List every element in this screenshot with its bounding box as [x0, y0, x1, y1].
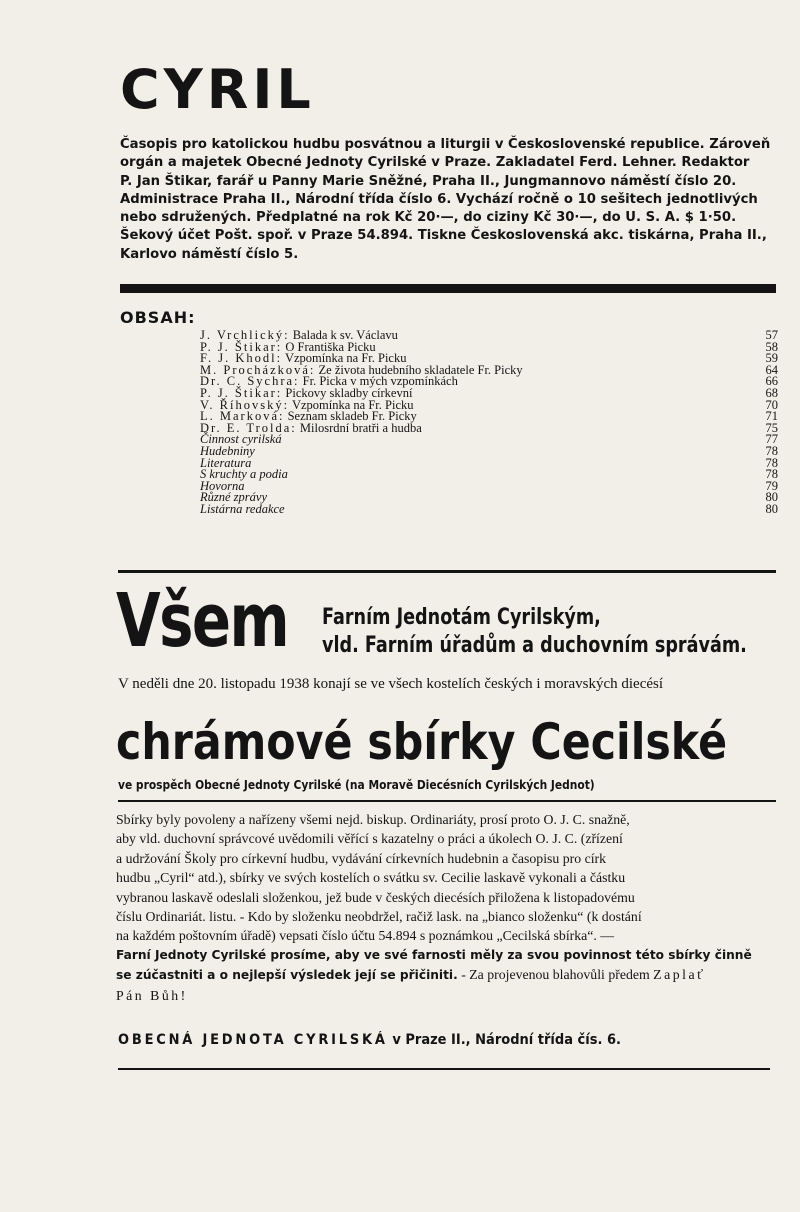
toc-title: Různé zprávy — [200, 490, 267, 505]
notice-addressees — [322, 604, 747, 660]
section-divider — [118, 570, 776, 573]
table-of-contents — [200, 330, 778, 516]
contents-heading: OBSAH: — [120, 308, 196, 327]
body-line: Sbírky byly povoleny a nařízeny všemi nejd. biskup. Ordinariáty, prosí proto O. J. C. snažně, — [116, 812, 630, 827]
section-divider — [118, 800, 776, 802]
toc-page: 79 — [765, 478, 778, 493]
publisher-footer — [118, 1032, 621, 1048]
addressee-line: vld. Farním úřadům a duchovním správám. — [322, 633, 747, 658]
addressee-line: Farním Jednotám Cyrilským, — [322, 605, 601, 630]
toc-title: Činnost cyrilská — [200, 432, 282, 447]
toc-page: 66 — [765, 374, 778, 389]
body-mixed-line — [116, 965, 780, 985]
toc-page: 68 — [765, 385, 778, 400]
toc-page: 59 — [765, 351, 778, 366]
publisher-name: OBECNÁ JEDNOTA CYRILSKÁ — [118, 1032, 388, 1048]
bottom-divider — [118, 1068, 770, 1070]
toc-entry — [200, 492, 778, 504]
notice-big-word: Všem — [116, 578, 289, 664]
toc-author: Dr. E. Trolda: — [200, 420, 297, 435]
toc-title: O Františka Picku — [282, 339, 376, 354]
toc-title: Seznam skladeb Fr. Picky — [284, 409, 417, 424]
toc-entry — [200, 501, 778, 516]
masthead-line: Šekový účet Pošt. spoř. v Praze 54.894. Tiskne Československá akc. tiskárna, Praha II., — [120, 228, 767, 244]
body-bold-line: Farní Jednoty Cyrilské prosíme, aby ve své farnosti měly za svou povinnost této sbírky činně — [116, 947, 752, 962]
collection-date-line: V neděli dne 20. listopadu 1938 konají se ve všech kostelích českých i moravských diecésí — [118, 676, 664, 692]
masthead-line: P. Jan Štikar, farář u Panny Marie Sněžné, Praha II., Jungmannovo náměstí číslo 20. — [120, 173, 737, 189]
toc-title: Balada k sv. Václavu — [289, 328, 398, 342]
body-line: vybranou laskavě odeslali složenkou, jež bude v českých diecésích přiložena k listopadovému — [116, 889, 635, 905]
toc-title: Pickovy skladby církevní — [282, 385, 413, 400]
toc-title: Ze života hudebního skladatele Fr. Picky — [315, 362, 523, 377]
toc-author: P. J. Štikar: — [200, 385, 283, 400]
toc-author: F. J. Khodl: — [200, 351, 283, 366]
body-line: na každém poštovním úřadě) vepsati číslo účtu 54.894 s poznámkou „Cecilská sbírka“. — — [116, 928, 615, 944]
toc-entry — [200, 478, 778, 493]
collection-heading: chrámové sbírky Cecilské — [116, 713, 728, 771]
toc-entry — [200, 420, 778, 435]
toc-title: Vzpomínka na Fr. Picku — [289, 397, 414, 412]
body-line: číslu Ordinariát. listu. - Kdo by složenku neobdržel, račiž lask. na „bianco složenku“ (k dostání — [116, 909, 642, 925]
toc-title: Fr. Picka v mých vzpomínkách — [299, 374, 458, 389]
toc-title: Hudebniny — [200, 443, 255, 458]
masthead-line: nebo sdružených. Předplatné na rok Kč 20·—, do ciziny Kč 30·—, do U. S. A. $ 1·50. — [120, 210, 737, 226]
body-spaced-fragment: Zaplať — [653, 967, 706, 983]
body-line: hudbu „Cyril“ atd.), sbírky ve svých kostelích o svátku sv. Cecilie laskavě vykonali a částku — [116, 870, 626, 886]
toc-title: Hovorna — [200, 478, 245, 493]
publisher-address: v Praze II., Národní třída čís. 6. — [387, 1032, 621, 1048]
toc-page: 75 — [765, 420, 778, 435]
masthead-line: orgán a majetek Obecné Jednoty Cyrilské v Praze. Zakladatel Ferd. Lehner. Redaktor — [120, 155, 750, 171]
toc-page: 78 — [765, 443, 778, 458]
toc-entry — [200, 443, 778, 458]
magazine-title: CYRIL — [120, 58, 315, 121]
masthead-line: Administrace Praha II., Národní třída číslo 6. Vychází ročně o 10 sešitech jednotlivých — [120, 191, 758, 207]
toc-title: Vzpomínka na Fr. Picku — [282, 351, 407, 366]
toc-entry — [200, 469, 778, 481]
collection-subheading: ve prospěch Obecné Jednoty Cyrilské (na Moravě Diecésních Cyrilských Jednot) — [118, 778, 595, 792]
masthead-line: Karlovo náměstí číslo 5. — [120, 246, 299, 262]
toc-page: 58 — [765, 339, 778, 354]
toc-page: 77 — [765, 432, 778, 447]
toc-author: J. Vrchlický: — [200, 328, 290, 342]
thick-divider — [120, 284, 776, 293]
toc-author: M. Procházková: — [200, 362, 316, 377]
toc-title: Literatura — [200, 455, 252, 470]
toc-page: 64 — [765, 362, 778, 377]
toc-author: Dr. C. Sychra: — [200, 374, 300, 389]
notice-body — [116, 810, 780, 1005]
toc-page: 70 — [765, 397, 778, 412]
toc-page: 80 — [765, 501, 778, 516]
toc-page: 78 — [765, 467, 778, 482]
toc-author: L. Marková: — [200, 409, 285, 424]
toc-page: 71 — [765, 409, 778, 424]
toc-author: P. J. Štikar: — [200, 339, 283, 354]
body-fragment: - Za projevenou blahovůli předem — [457, 967, 654, 983]
masthead-info — [120, 136, 780, 264]
body-line: a udržování Školy pro církevní hudbu, vydávání církevních hudebnin a časopisu pro círk — [116, 850, 607, 866]
toc-page: 78 — [765, 455, 778, 470]
toc-author: V. Říhovský: — [200, 397, 290, 412]
toc-title: Listárna redakce — [200, 501, 285, 516]
masthead-line: Časopis pro katolickou hudbu posvátnou a liturgii v Československé republice. Zároveň — [120, 137, 771, 152]
body-spaced-line: Pán Bůh! — [116, 987, 188, 1003]
toc-entry — [200, 434, 778, 446]
body-bold-fragment: se zúčastniti a o nejlepší výsledek její se přičiniti. — [116, 968, 458, 983]
toc-title: Milosrdní bratři a hudba — [296, 420, 422, 435]
toc-page: 57 — [765, 328, 778, 342]
body-line: aby vld. duchovní správcové uvědomili věřící s kazatelny o práci a úkolech O. J. C. (zřízení — [116, 831, 623, 847]
toc-title: S kruchty a podia — [200, 467, 288, 482]
toc-page: 80 — [765, 490, 778, 505]
